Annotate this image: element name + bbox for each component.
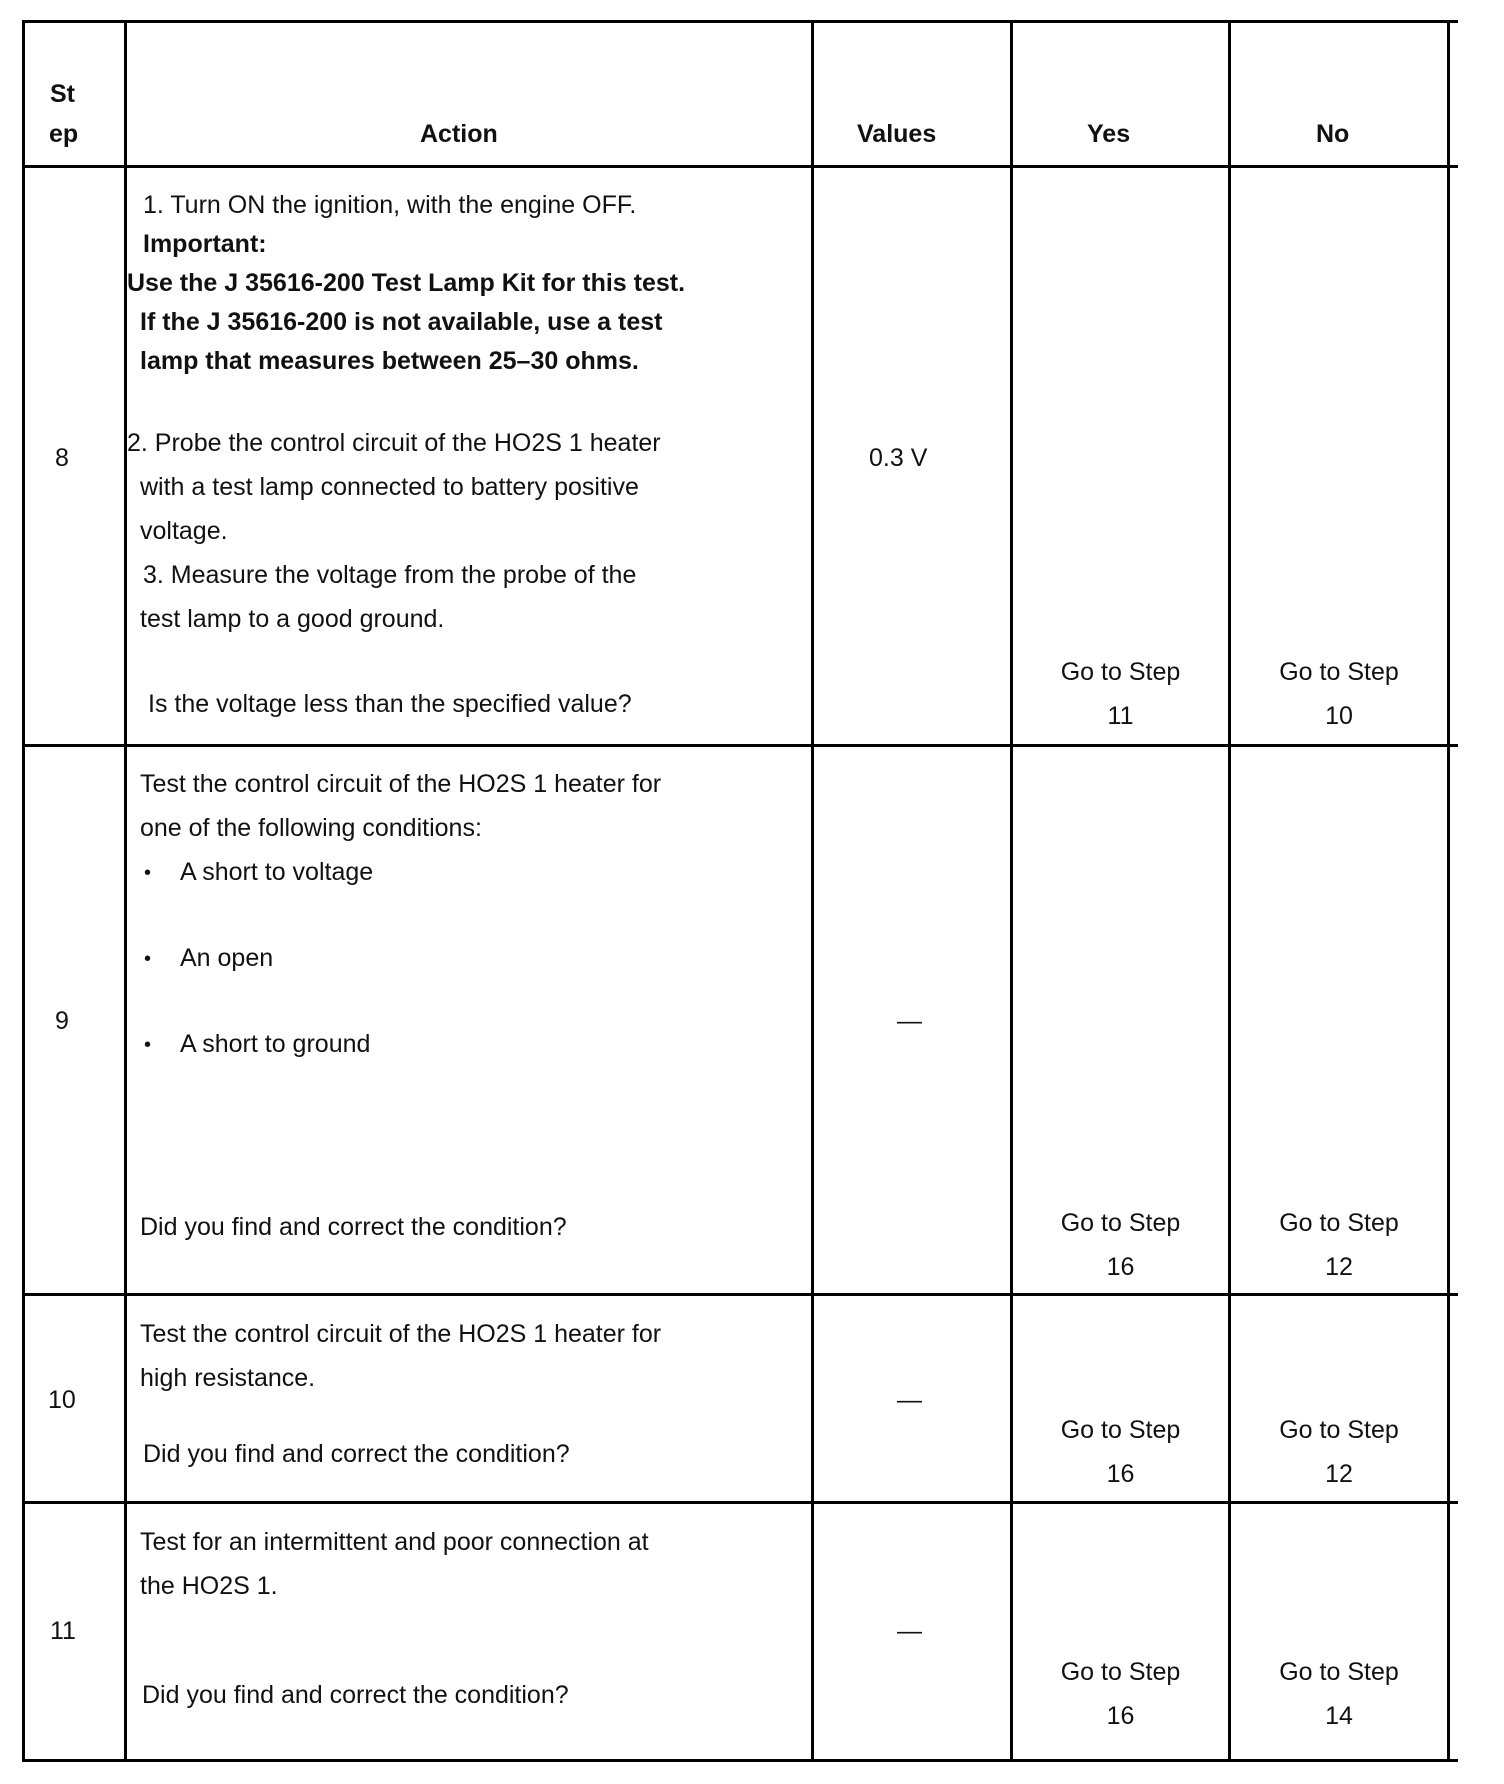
bullet-item: A short to voltage [180, 858, 374, 886]
important-note: lamp that measures between 25–30 ohms. [140, 347, 639, 375]
no-label: Go to Step [1279, 658, 1399, 686]
column-divider [1010, 20, 1013, 1762]
action-text: one of the following conditions: [140, 814, 482, 842]
procedure-table [22, 20, 1458, 1762]
table-border-bottom [22, 1759, 1458, 1762]
column-divider [1228, 20, 1231, 1762]
no-label: Go to Step [1279, 1416, 1399, 1444]
header-no: No [1316, 120, 1350, 148]
yes-cell [1013, 650, 1228, 738]
yes-step: 16 [1106, 1253, 1135, 1281]
yes-cell [1013, 1408, 1228, 1496]
action-item: with a test lamp connected to battery positive [140, 473, 639, 501]
step-number: 11 [50, 1617, 76, 1645]
yes-label: Go to Step [1060, 1416, 1181, 1444]
bullet-item: An open [180, 944, 274, 972]
action-question: Did you find and correct the condition? [142, 1681, 569, 1709]
no-step: 12 [1325, 1460, 1353, 1488]
yes-label: Go to Step [1060, 1658, 1181, 1686]
no-cell [1231, 1201, 1447, 1289]
important-note: Use the J 35616-200 Test Lamp Kit for this test. [127, 269, 686, 297]
no-step: 12 [1325, 1253, 1353, 1281]
no-cell [1231, 1650, 1447, 1738]
no-label: Go to Step [1279, 1209, 1399, 1237]
no-cell [1231, 650, 1447, 738]
no-step: 14 [1325, 1702, 1353, 1730]
header-values: Values [857, 120, 937, 148]
row-divider [22, 1293, 1458, 1296]
action-text: high resistance. [140, 1364, 316, 1392]
header-yes: Yes [1087, 120, 1131, 148]
step-number: 8 [55, 444, 69, 472]
yes-label: Go to Step [1060, 1209, 1181, 1237]
action-item: 3. Measure the voltage from the probe of the [143, 561, 637, 589]
bullet-icon: • [144, 862, 152, 884]
yes-label: Go to Step [1060, 658, 1181, 686]
yes-cell [1013, 1201, 1228, 1289]
action-item: 2. Probe the control circuit of the HO2S 1 heater [127, 429, 661, 457]
action-text: Test the control circuit of the HO2S 1 heater for [140, 770, 662, 798]
no-step: 10 [1325, 702, 1353, 730]
row-divider [22, 744, 1458, 747]
header-step-line2: ep [49, 120, 79, 148]
table-border-left [22, 20, 25, 1762]
yes-step: 16 [1106, 1460, 1135, 1488]
bullet-icon: • [144, 948, 152, 970]
yes-step: 16 [1106, 1702, 1135, 1730]
yes-cell [1013, 1650, 1228, 1738]
no-cell [1231, 1408, 1447, 1496]
table-border-top [22, 20, 1458, 23]
header-divider [22, 165, 1458, 168]
important-label: Important: [143, 230, 267, 258]
yes-step: 11 [1107, 702, 1134, 730]
column-divider [811, 20, 814, 1762]
row-divider [22, 1501, 1458, 1504]
action-item: voltage. [140, 517, 228, 545]
action-item: test lamp to a good ground. [140, 605, 445, 633]
action-question: Is the voltage less than the specified value? [148, 690, 632, 718]
step-number: 9 [55, 1007, 69, 1035]
header-step-line1: St [50, 80, 75, 108]
value-cell: — [897, 1007, 922, 1035]
action-question: Did you find and correct the condition? [140, 1213, 567, 1241]
action-text: Test the control circuit of the HO2S 1 heater for [140, 1320, 662, 1348]
action-text: the HO2S 1. [140, 1572, 278, 1600]
value-cell: — [897, 1617, 922, 1645]
bullet-item: A short to ground [180, 1030, 371, 1058]
step-number: 10 [48, 1386, 76, 1414]
action-item: 1. Turn ON the ignition, with the engine OFF. [143, 191, 637, 219]
no-label: Go to Step [1279, 1658, 1399, 1686]
action-question: Did you find and correct the condition? [143, 1440, 570, 1468]
header-action: Action [420, 120, 498, 148]
value-cell: — [897, 1386, 922, 1414]
important-note: If the J 35616-200 is not available, use a test [140, 308, 663, 336]
value-cell: 0.3 V [869, 444, 928, 472]
action-text: Test for an intermittent and poor connection at [140, 1528, 649, 1556]
table-border-right [1447, 20, 1450, 1762]
bullet-icon: • [144, 1034, 152, 1056]
